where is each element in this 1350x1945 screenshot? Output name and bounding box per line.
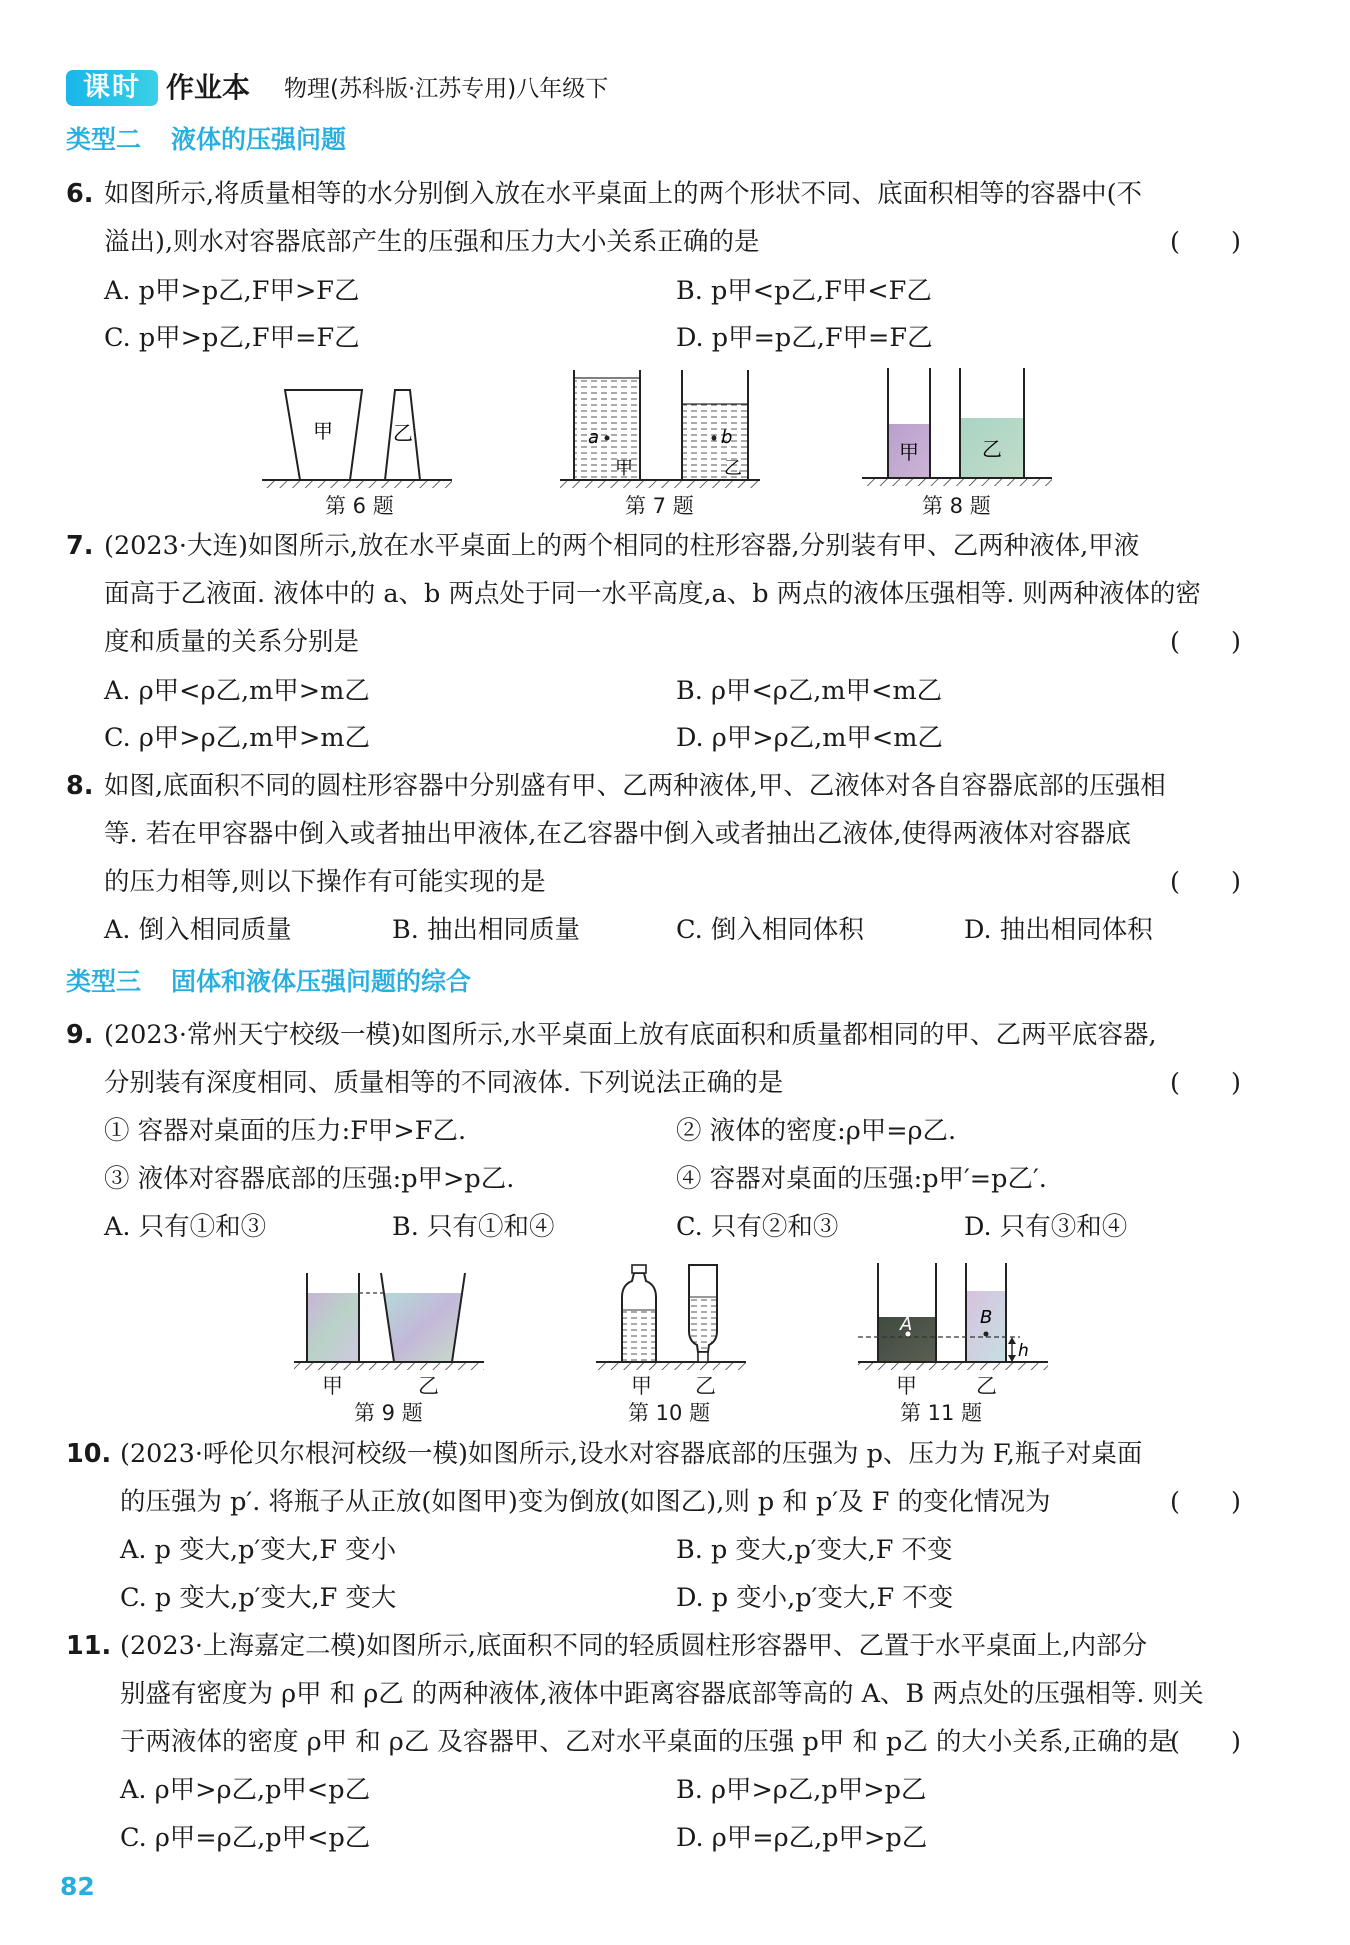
question-text: 于两液体的密度 ρ甲 和 ρ乙 及容器甲、乙对水平桌面的压强 p甲 和 p乙 的大小关系,正确的是 bbox=[120, 1727, 1174, 1757]
question-number: 8. bbox=[66, 771, 94, 801]
point-b: b bbox=[721, 427, 733, 448]
figure-6 bbox=[262, 390, 452, 488]
figures-9-10-11 bbox=[0, 1255, 1350, 1415]
label-yi: 乙 bbox=[982, 437, 1002, 461]
answer-paren: ( ) bbox=[1170, 1727, 1241, 1757]
question-text: 如图,底面积不同的圆柱形容器中分别盛有甲、乙两种液体,甲、乙液体对各自容器底部的压强相 bbox=[104, 771, 1166, 801]
question-text: (2023·上海嘉定二模)如图所示,底面积不同的轻质圆柱形容器甲、乙置于水平桌面上,内部分 bbox=[120, 1631, 1148, 1661]
figure-caption: 第 11 题 bbox=[900, 1401, 983, 1425]
question-number: 6. bbox=[66, 179, 94, 209]
figure-caption: 第 9 题 bbox=[354, 1401, 423, 1425]
question-text: 的压力相等,则以下操作有可能实现的是 bbox=[104, 867, 546, 897]
option-a: A. ρ甲<ρ乙,m甲>m乙 bbox=[104, 676, 370, 706]
question-text: 分别装有深度相同、质量相等的不同液体. 下列说法正确的是 bbox=[104, 1068, 784, 1098]
option-b: B. 只有①和④ bbox=[392, 1212, 555, 1242]
option-c: C. p 变大,p′变大,F 变大 bbox=[120, 1583, 397, 1613]
answer-paren: ( ) bbox=[1170, 627, 1241, 657]
statement-4: ④ 容器对桌面的压强:p甲′=p乙′. bbox=[676, 1164, 1047, 1194]
option-a: A. p甲>p乙,F甲>F乙 bbox=[104, 276, 360, 306]
option-b: B. p 变大,p′变大,F 不变 bbox=[676, 1535, 953, 1565]
section-label: 类型二 bbox=[66, 125, 142, 154]
point-A: A bbox=[900, 1314, 913, 1335]
label-jia: 甲 bbox=[615, 458, 633, 479]
question-text: 等. 若在甲容器中倒入或者抽出甲液体,在乙容器中倒入或者抽出乙液体,使得两液体对容器底 bbox=[104, 819, 1131, 849]
question-number: 7. bbox=[66, 531, 94, 561]
option-c: C. 只有②和③ bbox=[676, 1212, 839, 1242]
section-heading-type3 bbox=[66, 966, 471, 998]
option-a: A. 倒入相同质量 bbox=[104, 915, 292, 945]
point-a: a bbox=[588, 427, 600, 448]
option-b: B. ρ甲>ρ乙,p甲>p乙 bbox=[676, 1775, 927, 1805]
option-d: D. p 变小,p′变大,F 不变 bbox=[676, 1583, 954, 1613]
option-d: D. 抽出相同体积 bbox=[964, 915, 1153, 945]
figure-caption: 第 8 题 bbox=[922, 494, 991, 518]
label-jia: 甲 bbox=[631, 1374, 652, 1398]
question-text: 度和质量的关系分别是 bbox=[104, 627, 360, 657]
height-h: h bbox=[1018, 1341, 1029, 1361]
answer-paren: ( ) bbox=[1170, 227, 1241, 257]
option-a: A. 只有①和③ bbox=[104, 1212, 267, 1242]
book-title: 作业本 bbox=[166, 71, 251, 104]
question-text: (2023·常州天宁校级一模)如图所示,水平桌面上放有底面积和质量都相同的甲、乙两平底容器, bbox=[104, 1020, 1157, 1050]
statement-3: ③ 液体对容器底部的压强:p甲>p乙. bbox=[104, 1164, 515, 1194]
question-number: 9. bbox=[66, 1020, 94, 1050]
option-a: A. p 变大,p′变大,F 变小 bbox=[120, 1535, 397, 1565]
option-b: B. p甲<p乙,F甲<F乙 bbox=[676, 276, 932, 306]
question-text: (2023·呼伦贝尔根河校级一模)如图所示,设水对容器底部的压强为 p、压力为 F,瓶子对桌面 bbox=[120, 1439, 1143, 1469]
figure-8 bbox=[862, 368, 1052, 486]
label-jia: 甲 bbox=[313, 419, 333, 443]
section-label: 类型三 bbox=[66, 967, 142, 996]
subject-title: 物理(苏科版·江苏专用)八年级下 bbox=[284, 76, 609, 102]
option-d: D. p甲=p乙,F甲=F乙 bbox=[676, 323, 933, 353]
figure-9 bbox=[294, 1273, 484, 1370]
answer-paren: ( ) bbox=[1170, 1068, 1241, 1098]
question-number: 10. bbox=[66, 1439, 112, 1469]
statement-2: ② 液体的密度:ρ甲=ρ乙. bbox=[676, 1116, 957, 1146]
point-B: B bbox=[980, 1307, 993, 1328]
question-text: 的压强为 p′. 将瓶子从正放(如图甲)变为倒放(如图乙),则 p 和 p′及 F 的变化情况为 bbox=[120, 1487, 1051, 1517]
label-jia: 甲 bbox=[896, 1374, 917, 1398]
question-text: 别盛有密度为 ρ甲 和 ρ乙 的两种液体,液体中距离容器底部等高的 A、B 两点处的压强相等. 则关 bbox=[120, 1679, 1204, 1709]
question-text: 如图所示,将质量相等的水分别倒入放在水平桌面上的两个形状不同、底面积相等的容器中(不 bbox=[104, 179, 1143, 209]
figure-caption: 第 7 题 bbox=[625, 494, 694, 518]
question-number: 11. bbox=[66, 1631, 112, 1661]
option-d: D. ρ甲=ρ乙,p甲>p乙 bbox=[676, 1823, 928, 1853]
option-c: C. ρ甲>ρ乙,m甲>m乙 bbox=[104, 723, 370, 753]
label-yi: 乙 bbox=[393, 421, 413, 445]
option-d: D. 只有③和④ bbox=[964, 1212, 1128, 1242]
section-title: 固体和液体压强问题的综合 bbox=[171, 967, 472, 996]
label-yi: 乙 bbox=[724, 458, 742, 479]
question-text: 面高于乙液面. 液体中的 a、b 两点处于同一水平高度,a、b 两点的液体压强相等. 则两种液体的密 bbox=[104, 579, 1201, 609]
section-heading-type2 bbox=[66, 124, 346, 156]
option-b: B. 抽出相同质量 bbox=[392, 915, 580, 945]
figure-7 bbox=[560, 370, 760, 488]
option-c: C. ρ甲=ρ乙,p甲<p乙 bbox=[120, 1823, 371, 1853]
option-d: D. ρ甲>ρ乙,m甲<m乙 bbox=[676, 723, 943, 753]
option-c: C. 倒入相同体积 bbox=[676, 915, 864, 945]
answer-paren: ( ) bbox=[1170, 1487, 1241, 1517]
label-yi: 乙 bbox=[418, 1374, 439, 1398]
option-a: A. ρ甲>ρ乙,p甲<p乙 bbox=[120, 1775, 371, 1805]
section-title: 液体的压强问题 bbox=[171, 125, 347, 154]
figure-11 bbox=[858, 1263, 1048, 1370]
question-text: (2023·大连)如图所示,放在水平桌面上的两个相同的柱形容器,分别装有甲、乙两种液体,甲液 bbox=[104, 531, 1140, 561]
label-yi: 乙 bbox=[976, 1374, 997, 1398]
answer-paren: ( ) bbox=[1170, 867, 1241, 897]
label-jia: 甲 bbox=[899, 440, 919, 464]
option-b: B. ρ甲<ρ乙,m甲<m乙 bbox=[676, 676, 943, 706]
option-c: C. p甲>p乙,F甲=F乙 bbox=[104, 323, 360, 353]
book-logo: 课时 bbox=[66, 70, 158, 106]
figure-caption: 第 10 题 bbox=[628, 1401, 711, 1425]
label-jia: 甲 bbox=[322, 1374, 343, 1398]
question-text: 溢出),则水对容器底部产生的压强和压力大小关系正确的是 bbox=[104, 227, 760, 257]
figure-10 bbox=[596, 1265, 746, 1370]
page-number: 82 bbox=[60, 1872, 95, 1901]
statement-1: ① 容器对桌面的压力:F甲>F乙. bbox=[104, 1116, 467, 1146]
figure-caption: 第 6 题 bbox=[325, 494, 394, 518]
label-yi: 乙 bbox=[695, 1374, 716, 1398]
